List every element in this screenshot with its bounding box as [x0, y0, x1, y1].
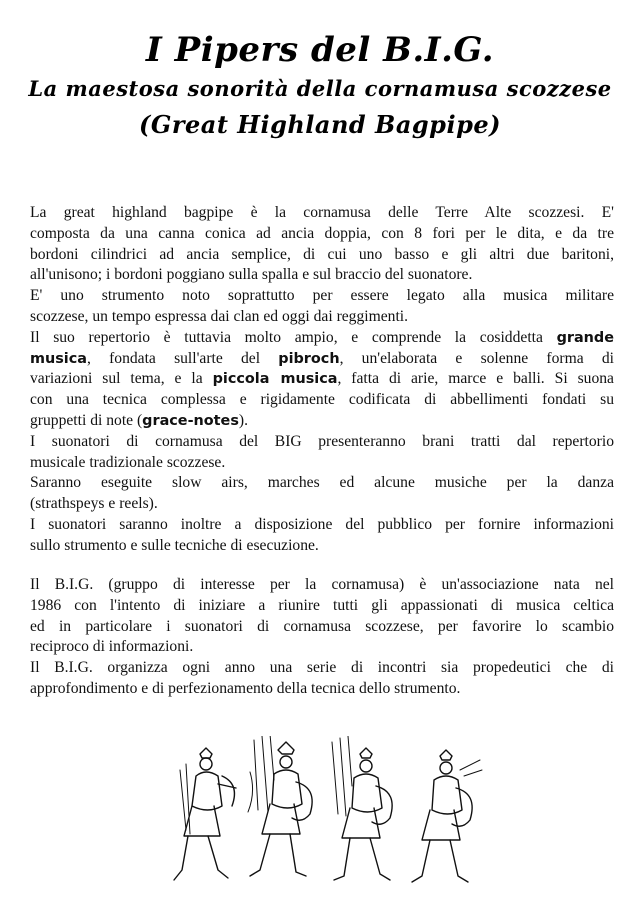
bold-term-grande: grande: [556, 329, 614, 346]
text-line: [30, 536, 614, 557]
bold-term-musica: musica: [30, 350, 87, 367]
text-line: [30, 658, 614, 679]
bold-term-pibroch: pibroch: [278, 350, 340, 367]
bold-term-grace-notes: grace-notes: [142, 412, 239, 429]
piper-figure: [332, 736, 392, 880]
text-line: [30, 224, 614, 245]
piper-figure: [412, 750, 482, 882]
text-line: [30, 596, 614, 617]
text-segment: , fondata sull'arte del: [86, 349, 279, 367]
text-segment: (strathspeys e reels).: [30, 495, 158, 513]
text-segment: , un'elaborata e solenne forma di: [339, 349, 614, 367]
text-segment: approfondimento e di perfezionamento della tecnica dello strumento.: [30, 679, 461, 697]
intro-paragraph: [30, 203, 614, 557]
piper-figure: [248, 736, 312, 876]
text-segment: ed in particolare i suonatori di cornamusa scozzese, per favorire lo scambio: [30, 617, 614, 635]
text-segment: Il suo repertorio è tuttavia molto ampio, e comprende la cosiddetta: [30, 328, 557, 346]
about-big-paragraph: [30, 575, 614, 700]
page-title: I Pipers del B.I.G.: [145, 30, 495, 70]
text-line: [30, 369, 614, 390]
text-segment: scozzese, un tempo espressa dai clan ed oggi dai reggimenti.: [30, 307, 409, 325]
text-line: [30, 390, 614, 411]
text-line: [30, 637, 614, 658]
text-segment: reciproco di informazioni.: [30, 638, 194, 656]
text-line: [30, 473, 614, 494]
text-segment: Il B.I.G. (gruppo di interesse per la cornamusa) è un'associazione nata nel: [30, 576, 614, 593]
text-line: [30, 432, 614, 453]
text-line: [30, 575, 614, 596]
text-segment: I suonatori di cornamusa del BIG presenteranno brani tratti dal repertorio: [30, 432, 614, 450]
text-line: [30, 494, 614, 515]
text-segment: La great highland bagpipe è la cornamusa delle Terre Alte scozzesi. E': [30, 204, 614, 221]
text-line: [30, 265, 614, 286]
piper-figure: [174, 748, 236, 880]
text-line: [30, 245, 614, 266]
text-segment: variazioni sul tema, e la: [30, 370, 213, 388]
page-subtitle: La maestosa sonorità della cornamusa scozzese: [28, 76, 612, 101]
text-segment: gruppetti di note (: [30, 411, 143, 429]
text-segment: Saranno eseguite slow airs, marches ed alcune musiche per la danza: [30, 474, 614, 492]
text-line: [30, 515, 614, 536]
text-segment: Il B.I.G. organizza ogni anno una serie di incontri sia propedeutici che di: [30, 659, 614, 677]
text-line: [30, 679, 614, 700]
text-segment: ).: [238, 411, 248, 429]
text-segment: composta da una canna conica ad ancia doppia, con 8 fori per le dita, e da tre: [30, 224, 614, 242]
bold-term-piccola-musica: piccola musica: [212, 371, 338, 388]
text-segment: I suonatori saranno inoltre a disposizione del pubblico per fornire informazioni: [30, 515, 614, 533]
text-line: [30, 307, 614, 328]
text-segment: con una tecnica complessa e rigidamente codificata di abbellimenti fondati su: [30, 391, 614, 409]
text-segment: , fatta di arie, marce e balli. Si suona: [337, 370, 614, 388]
text-line: [30, 328, 614, 349]
text-segment: 1986 con l'intento di iniziare a riunire tutti gli appassionati di musica celtica: [30, 596, 614, 614]
text-line: [30, 617, 614, 638]
text-segment: E' uno strumento noto soprattutto per essere legato alla musica militare: [30, 287, 614, 305]
text-line: [30, 203, 614, 224]
text-line: [30, 349, 614, 370]
text-segment: all'unisono; i bordoni poggiano sulla spalla e sul braccio del suonatore.: [30, 266, 473, 284]
text-segment: musicale tradizionale scozzese.: [30, 453, 226, 471]
marching-pipers-illustration: [160, 736, 490, 896]
text-line: [30, 453, 614, 474]
text-line: [30, 411, 614, 432]
text-segment: bordoni cilindrici ad ancia semplice, di cui uno basso e gli altri due baritoni,: [30, 245, 614, 263]
text-line: [30, 286, 614, 307]
page-subtitle-instrument: (Great Highland Bagpipe): [139, 110, 501, 139]
text-segment: sullo strumento e sulle tecniche di esecuzione.: [30, 536, 319, 554]
